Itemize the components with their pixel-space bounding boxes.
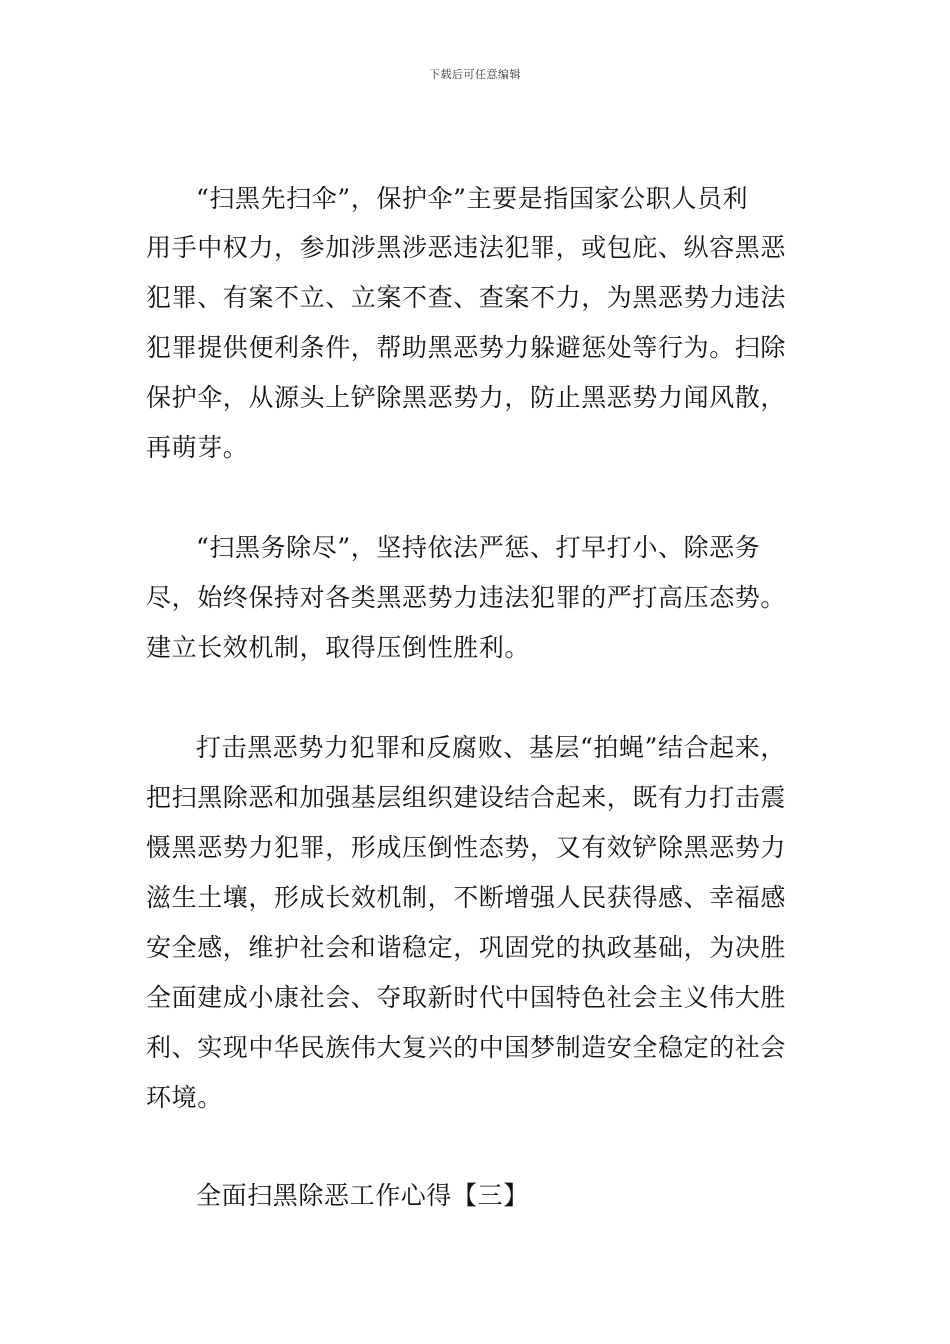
paragraph-line: “扫黑先扫伞”，保护伞”主要是指国家公职人员利 <box>196 184 749 213</box>
section-heading: 全面扫黑除恶工作心得【三】 <box>196 1181 529 1210</box>
paragraph-line: 再萌芽。 <box>146 433 249 462</box>
page-header: 下载后可任意编辑 <box>429 68 521 81</box>
paragraph-line: 尽，始终保持对各类黑恶势力违法犯罪的严打高压态势。 <box>146 583 787 612</box>
paragraph-line: 慑黑恶势力犯罪，形成压倒性态势，又有效铲除黑恶势力 <box>146 833 787 862</box>
paragraph-line: 滋生土壤，形成长效机制，不断增强人民获得感、幸福感 <box>146 883 787 912</box>
paragraph-line: 用手中权力，参加涉黑涉恶违法犯罪，或包庇、纵容黑恶 <box>146 233 787 262</box>
paragraph-line: 打击黑恶势力犯罪和反腐败、基层“拍蝇”结合起来， <box>196 733 786 762</box>
paragraph-line: 把扫黑除恶和加强基层组织建设结合起来，既有力打击震 <box>146 783 787 812</box>
paragraph-line: 犯罪提供便利条件，帮助黑恶势力躲避惩处等行为。扫除 <box>146 333 787 362</box>
paragraph-line: 全面建成小康社会、夺取新时代中国特色社会主义伟大胜 <box>146 983 787 1012</box>
paragraph-line: 利、实现中华民族伟大复兴的中国梦制造安全稳定的社会 <box>146 1033 787 1062</box>
paragraph-line: 安全感，维护社会和谐稳定，巩固党的执政基础，为决胜 <box>146 933 787 962</box>
paragraph-line: 环境。 <box>146 1083 223 1112</box>
paragraph-line: 保护伞，从源头上铲除黑恶势力，防止黑恶势力闻风散， <box>146 383 787 412</box>
paragraph-line: 建立长效机制，取得压倒性胜利。 <box>146 633 531 662</box>
paragraph-line: “扫黑务除尽”，坚持依法严惩、打早打小、除恶务 <box>196 533 761 562</box>
paragraph-line: 犯罪、有案不立、立案不查、查案不力，为黑恶势力违法 <box>146 283 787 312</box>
